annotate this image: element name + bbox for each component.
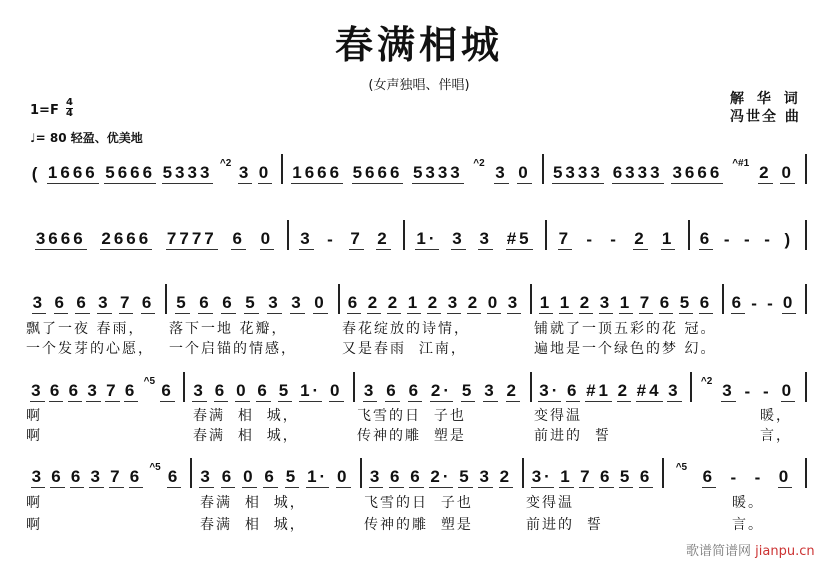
barline bbox=[183, 372, 185, 402]
measure bbox=[536, 376, 684, 402]
barline bbox=[522, 458, 524, 488]
note: 5 bbox=[176, 293, 189, 312]
measure bbox=[536, 288, 716, 314]
measure bbox=[28, 462, 184, 488]
note: 1 bbox=[560, 467, 573, 486]
note: 2 bbox=[634, 229, 647, 248]
measure bbox=[28, 376, 177, 402]
note: 2 bbox=[467, 293, 481, 312]
measure bbox=[668, 462, 799, 488]
note: 5666 bbox=[105, 163, 156, 182]
extension-dash: - bbox=[767, 294, 776, 313]
barline bbox=[542, 154, 544, 184]
note: 6 bbox=[699, 229, 713, 248]
note: 6 bbox=[54, 293, 67, 312]
note: 2 bbox=[367, 293, 381, 312]
extension-dash: - bbox=[763, 382, 772, 401]
note: 5666 bbox=[352, 163, 403, 182]
note: 3 bbox=[300, 229, 313, 248]
barline bbox=[690, 372, 692, 402]
note: 3 bbox=[200, 467, 213, 486]
lyric-verse-1: 啊 bbox=[26, 495, 42, 511]
note: 7 bbox=[119, 293, 133, 312]
lyric-verse-1: 飘了一夜 春雨， bbox=[26, 321, 145, 337]
note: 0 bbox=[314, 293, 327, 312]
measure bbox=[28, 158, 275, 184]
note: 3 bbox=[479, 229, 492, 248]
barline bbox=[530, 284, 532, 314]
note: 3 bbox=[599, 293, 613, 312]
note: 6 bbox=[68, 381, 82, 400]
note: ) bbox=[784, 230, 794, 249]
note: 6 bbox=[699, 293, 713, 312]
note: 0 bbox=[243, 467, 256, 486]
note: 2 bbox=[759, 163, 772, 182]
note: 2 bbox=[617, 381, 631, 400]
barline bbox=[805, 220, 807, 250]
note: 7 bbox=[639, 293, 653, 312]
lyric-verse-1: 变得温 bbox=[534, 408, 582, 424]
note: 6 bbox=[141, 293, 155, 312]
note: 6333 bbox=[612, 163, 663, 182]
note: #1 bbox=[586, 381, 611, 400]
note: 3666 bbox=[672, 163, 723, 182]
note: 6 bbox=[257, 381, 270, 400]
note: 6 bbox=[390, 467, 403, 486]
lyric-verse-2: 前进的 誓 bbox=[526, 517, 603, 533]
note: 6 bbox=[76, 293, 89, 312]
note: 1666 bbox=[292, 163, 343, 182]
lyric-verse-1: 落下一地 花瓣， bbox=[169, 321, 288, 337]
note: 6 bbox=[731, 293, 745, 312]
measure bbox=[359, 376, 524, 402]
lyric-verse-2: 春满 相 城， bbox=[193, 428, 299, 444]
note: 6 bbox=[199, 293, 212, 312]
barline bbox=[287, 220, 289, 250]
note: 3 bbox=[87, 381, 100, 400]
note: 3 bbox=[238, 163, 252, 182]
note: 5333 bbox=[552, 163, 603, 182]
note: 6 bbox=[51, 467, 64, 486]
barline bbox=[165, 284, 167, 314]
measure bbox=[728, 288, 799, 314]
extension-dash: - bbox=[610, 230, 619, 249]
note: 1· bbox=[300, 381, 322, 400]
grace-note: ^2 bbox=[473, 158, 485, 169]
note: 6 bbox=[386, 381, 399, 400]
watermark bbox=[686, 540, 815, 559]
barline bbox=[805, 154, 807, 184]
measure bbox=[528, 462, 656, 488]
note: 6 bbox=[347, 293, 361, 312]
note: 3 bbox=[291, 293, 304, 312]
measure bbox=[551, 224, 682, 250]
extension-dash: - bbox=[744, 230, 753, 249]
note: 7 bbox=[106, 381, 119, 400]
note: 7 bbox=[350, 229, 363, 248]
composer: 冯世全 曲 bbox=[730, 109, 801, 125]
note: 2 bbox=[387, 293, 401, 312]
note: 7 bbox=[558, 229, 572, 248]
note: 0 bbox=[487, 293, 501, 312]
barline bbox=[353, 372, 355, 402]
lyric-verse-2: 前进的 誓 bbox=[534, 428, 611, 444]
lyric-verse-1: 春满 相 城， bbox=[193, 408, 299, 424]
note: 2 bbox=[506, 381, 520, 400]
note: 5 bbox=[679, 293, 693, 312]
note: 6 bbox=[264, 467, 277, 486]
note: 0 bbox=[778, 467, 792, 486]
barline bbox=[805, 372, 807, 402]
lyricist: 解 华 词 bbox=[730, 91, 802, 107]
note: 3 bbox=[484, 381, 497, 400]
time-bottom: 4 bbox=[66, 108, 73, 119]
lyric-verse-2: 又是春雨 江南， bbox=[342, 341, 467, 357]
lyric-verse-1: 啊 bbox=[26, 408, 42, 424]
barline bbox=[360, 458, 362, 488]
watermark-url: jianpu.cn bbox=[755, 544, 815, 559]
note: 3 bbox=[479, 467, 492, 486]
barline bbox=[545, 220, 547, 250]
note: 3· bbox=[539, 381, 561, 400]
note: 3 bbox=[90, 467, 103, 486]
note: 5333 bbox=[162, 163, 213, 182]
grace-note: ^5 bbox=[149, 462, 161, 473]
note: 3 bbox=[507, 293, 521, 312]
note: 5 bbox=[619, 467, 633, 486]
note: 7 bbox=[110, 467, 123, 486]
lyric-verse-1: 飞雪的日 子也 bbox=[357, 408, 466, 424]
note: ( bbox=[31, 164, 41, 183]
note: 3 bbox=[268, 293, 281, 312]
note: 5 bbox=[459, 467, 472, 486]
lyric-verse-2: 遍地是一个绿色的梦 幻。 bbox=[534, 341, 717, 357]
lyric-verse-1: 变得温 bbox=[526, 495, 574, 511]
lyric-verse-1: 暖， bbox=[760, 408, 792, 424]
measure bbox=[287, 158, 536, 184]
barline bbox=[530, 372, 532, 402]
barline bbox=[688, 220, 690, 250]
lyric-verse-1: 飞雪的日 子也 bbox=[364, 495, 473, 511]
note: 0 bbox=[236, 381, 249, 400]
measure bbox=[293, 224, 397, 250]
time-top: 4 bbox=[66, 97, 73, 108]
note: 6 bbox=[167, 467, 181, 486]
note: #4 bbox=[636, 381, 662, 400]
note: 6 bbox=[408, 381, 422, 400]
note: 0 bbox=[337, 467, 350, 486]
note: 6 bbox=[639, 467, 653, 486]
grace-note: ^5 bbox=[675, 462, 688, 473]
note: 3 bbox=[32, 293, 46, 312]
note: 2 bbox=[427, 293, 441, 312]
note: 6 bbox=[702, 467, 716, 486]
note: 3· bbox=[531, 467, 553, 486]
lyric-verse-2: 啊 bbox=[26, 428, 42, 444]
extension-dash: - bbox=[751, 294, 760, 313]
lyric-verse-1: 春满 相 城， bbox=[200, 495, 306, 511]
note: 0 bbox=[782, 293, 796, 312]
note: 0 bbox=[781, 163, 794, 182]
system-5 bbox=[0, 462, 838, 492]
lyric-verse-1: 铺就了一顶五彩的花 冠。 bbox=[534, 321, 717, 337]
extension-dash: - bbox=[723, 230, 733, 249]
measure bbox=[196, 462, 354, 488]
note: 0 bbox=[330, 381, 343, 400]
note: 3 bbox=[452, 229, 465, 248]
note: 3 bbox=[495, 163, 508, 182]
note: 6 bbox=[49, 381, 63, 400]
note: 2· bbox=[430, 381, 453, 400]
grace-note: ^#1 bbox=[732, 158, 750, 169]
barline bbox=[662, 458, 664, 488]
lyric-verse-1: 春花绽放的诗情， bbox=[342, 321, 470, 337]
note: 0 bbox=[258, 163, 272, 182]
measure bbox=[694, 224, 799, 250]
system-2 bbox=[0, 224, 838, 254]
barline bbox=[338, 284, 340, 314]
measure bbox=[344, 288, 524, 314]
note: 1 bbox=[407, 293, 421, 312]
tempo-marking: ♩= 80 轻盈、优美地 bbox=[30, 131, 143, 145]
note: 2 bbox=[499, 467, 513, 486]
note: 1 bbox=[559, 293, 573, 312]
measure bbox=[409, 224, 539, 250]
system-4 bbox=[0, 376, 838, 406]
note: 3 bbox=[193, 381, 206, 400]
note: 0 bbox=[518, 163, 531, 182]
note: 3 bbox=[369, 467, 383, 486]
extension-dash: - bbox=[730, 468, 740, 487]
note: 1666 bbox=[47, 163, 98, 182]
lyric-verse-2: 啊 bbox=[26, 517, 42, 533]
note: 2· bbox=[430, 467, 452, 486]
note: 0 bbox=[781, 381, 795, 400]
key-signature: 1=F bbox=[30, 103, 59, 118]
note: 6 bbox=[214, 381, 228, 400]
note: #5 bbox=[506, 229, 532, 248]
lyric-verse-2: 一个发芽的心愿， bbox=[26, 341, 154, 357]
note: 1 bbox=[619, 293, 633, 312]
measure bbox=[696, 376, 799, 402]
note: 6 bbox=[659, 293, 673, 312]
note: 3 bbox=[722, 381, 735, 400]
note: 7777 bbox=[166, 229, 217, 248]
note: 6 bbox=[124, 381, 138, 400]
barline bbox=[805, 284, 807, 314]
note: 6 bbox=[129, 467, 143, 486]
note: 6 bbox=[222, 293, 235, 312]
lyric-verse-2: 传神的雕 塑是 bbox=[357, 428, 466, 444]
note: 6 bbox=[410, 467, 423, 486]
extension-dash: - bbox=[586, 230, 596, 249]
note: 3 bbox=[668, 381, 681, 400]
grace-note: ^2 bbox=[219, 158, 232, 169]
extension-dash: - bbox=[744, 382, 754, 401]
measure bbox=[366, 462, 516, 488]
note: 1 bbox=[661, 229, 675, 248]
extension-dash: - bbox=[754, 468, 764, 487]
note: 6 bbox=[221, 467, 235, 486]
system-1 bbox=[0, 158, 838, 188]
barline bbox=[805, 458, 807, 488]
system-3 bbox=[0, 288, 838, 318]
lyric-verse-1: 暖。 bbox=[732, 495, 764, 511]
measure bbox=[171, 288, 332, 314]
note: 3 bbox=[31, 467, 45, 486]
time-signature bbox=[66, 98, 73, 119]
note: 3666 bbox=[35, 229, 86, 248]
barline bbox=[281, 154, 283, 184]
note: 2666 bbox=[101, 229, 152, 248]
watermark-cn: 歌谱简谱网 bbox=[686, 544, 752, 559]
barline bbox=[403, 220, 405, 250]
extension-dash: - bbox=[327, 230, 336, 249]
note: 5 bbox=[278, 381, 292, 400]
measure bbox=[28, 224, 281, 250]
note: 6 bbox=[232, 229, 245, 248]
lyric-verse-2: 春满 相 城， bbox=[200, 517, 306, 533]
note: 5 bbox=[461, 381, 475, 400]
lyric-verse-2: 一个启锚的情感， bbox=[169, 341, 297, 357]
note: 1 bbox=[539, 293, 553, 312]
note: 6 bbox=[567, 381, 580, 400]
note: 3 bbox=[363, 381, 377, 400]
note: 2 bbox=[579, 293, 593, 312]
note: 7 bbox=[580, 467, 593, 486]
note: 2 bbox=[377, 229, 390, 248]
lyric-verse-2: 言， bbox=[760, 428, 792, 444]
note: 3 bbox=[98, 293, 111, 312]
note: 5 bbox=[245, 293, 258, 312]
note: 6 bbox=[600, 467, 613, 486]
grace-note: ^5 bbox=[143, 376, 156, 387]
note: 6 bbox=[161, 381, 174, 400]
lyric-verse-2: 传神的雕 塑是 bbox=[364, 517, 473, 533]
grace-note: ^2 bbox=[700, 376, 713, 387]
measure bbox=[189, 376, 347, 402]
note: 1· bbox=[307, 467, 329, 486]
measure bbox=[28, 288, 159, 314]
song-title: 春满相城 bbox=[334, 22, 503, 67]
measure bbox=[548, 158, 799, 184]
note: 5333 bbox=[412, 163, 463, 182]
lyric-verse-2: 言。 bbox=[732, 517, 764, 533]
note: 3 bbox=[31, 381, 44, 400]
barline bbox=[190, 458, 192, 488]
note: 0 bbox=[260, 229, 274, 248]
performance-note: (女声独唱、伴唱) bbox=[368, 78, 470, 93]
note: 3 bbox=[447, 293, 461, 312]
note: 1· bbox=[416, 229, 438, 248]
note: 6 bbox=[70, 467, 84, 486]
barline bbox=[722, 284, 724, 314]
extension-dash: - bbox=[764, 230, 773, 249]
note: 5 bbox=[285, 467, 299, 486]
